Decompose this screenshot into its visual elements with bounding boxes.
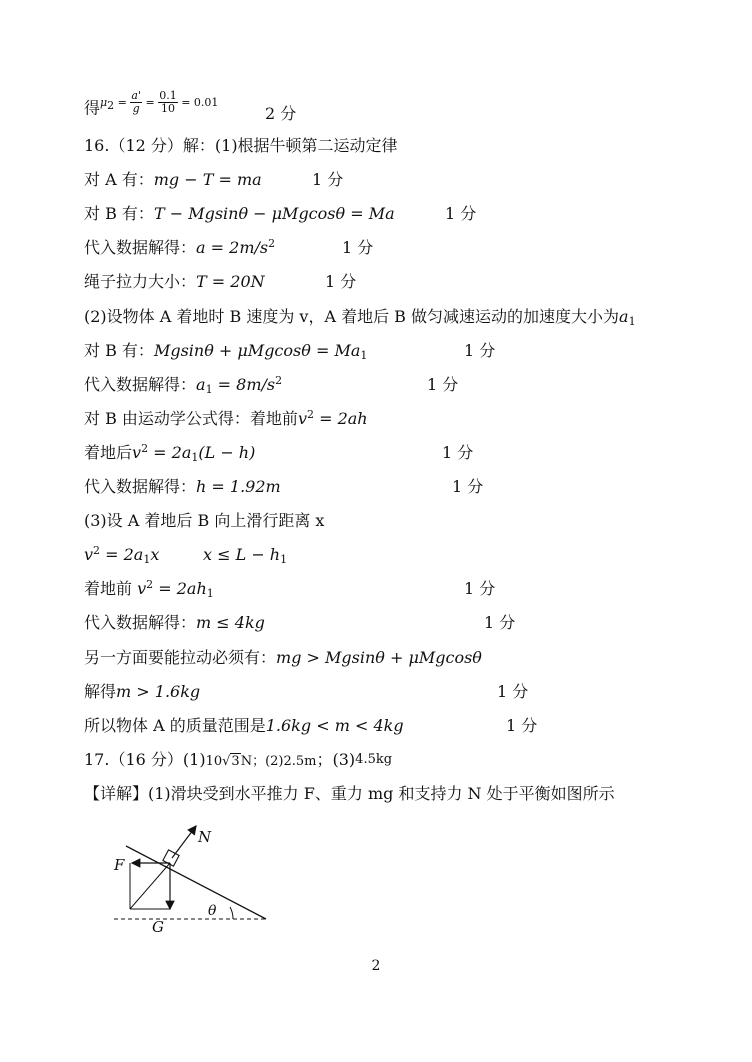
label-g: G <box>152 918 164 936</box>
inequality-x: $x \le L - h_1$ <box>203 545 288 566</box>
label-theta: θ <box>208 903 217 919</box>
equation-before-landing-h1: 着地前 $v^2 = 2ah_1$ <box>84 578 214 600</box>
score: 1 分 <box>312 170 344 189</box>
score: 1 分 <box>464 579 496 598</box>
angle-arc <box>230 907 233 919</box>
score: 1 分 <box>442 443 474 462</box>
result-m-upper: 代入数据解得：m ≤ 4kg <box>84 613 265 632</box>
fraction-a-over-g: $\frac{a'}{g}$ <box>131 89 141 115</box>
part-3-heading: (3)设 A 着地后 B 向上滑行距离 x <box>84 511 325 530</box>
result-prefix: 得 <box>84 98 101 118</box>
score: 1 分 <box>325 272 357 291</box>
result-a1: 代入数据解得：$a_1 = 8m/s^2$ <box>84 374 283 396</box>
score: 1 分 <box>445 204 477 223</box>
score: 1 分 <box>464 341 496 360</box>
result-mu2-line <box>84 90 218 119</box>
score: 1 分 <box>506 716 538 735</box>
result-acceleration: 代入数据解得：$a = 2m/s^2$ <box>84 237 276 257</box>
result-h: 代入数据解得：h = 1.92m <box>84 477 281 496</box>
part-2-heading: (2)设物体 A 着地时 B 速度为 v，A 着地后 B 做匀减速运动的加速度大小为$a_1$ <box>84 307 636 328</box>
condition-pull: 另一方面要能拉动必须有：mg > Mgsinθ + μMgcosθ <box>84 648 482 667</box>
score: 1 分 <box>427 375 459 394</box>
equation-line-b-decel: 对 B 有：$Mgsin\theta + \mu Mgcos\theta = Ma_1$ <box>84 341 368 362</box>
equation-line-b: 对 B 有：T − Mgsinθ − μMgcosθ = Ma <box>84 204 395 223</box>
normal-force-arrow <box>172 826 196 858</box>
detail-explanation: 【详解】(1)滑块受到水平推力 F、重力 mg 和支持力 N 处于平衡如图所示 <box>84 784 615 803</box>
fraction-values: $\frac{0.1}{10}$ <box>159 89 177 115</box>
score: 1 分 <box>497 682 529 701</box>
score: 1 分 <box>342 238 374 257</box>
formula-mu2: μ2 = a' g = 0.1 10 = 0.01 <box>100 89 219 115</box>
sqrt-symbol: √ <box>222 754 231 769</box>
question-16-heading: 16.（12 分）解：(1)根据牛顿第二运动定律 <box>84 136 398 155</box>
score: 1 分 <box>452 477 484 496</box>
result-tension: 绳子拉力大小：T = 20N <box>84 272 265 291</box>
resultant-diagonal <box>130 863 170 909</box>
force-diagram <box>108 818 278 938</box>
equation-line-a: 对 A 有：mg − T = ma <box>84 170 262 189</box>
label-n: N <box>198 828 212 846</box>
score: 1 分 <box>484 613 516 632</box>
score: 2 分 <box>265 104 297 123</box>
question-17-answers: 17.（16 分）(1)10√3N；(2)2.5m；(3)4.5kg <box>84 750 393 769</box>
kinematics-before-landing: 对 B 由运动学公式得：着地前$v^2 = 2ah$ <box>84 408 368 428</box>
result-m-range: 所以物体 A 的质量范围是1.6kg < m < 4kg <box>84 716 404 735</box>
page-number: 2 <box>371 958 381 974</box>
label-f: F <box>114 856 125 874</box>
equation-slide-distance: $v^2 = 2a_1x$ <box>84 544 160 566</box>
incline-line <box>126 846 266 919</box>
kinematics-after-landing: 着地后$v^2 = 2a_1(L - h)$ <box>84 442 256 464</box>
result-m-lower: 解得m > 1.6kg <box>84 682 201 701</box>
